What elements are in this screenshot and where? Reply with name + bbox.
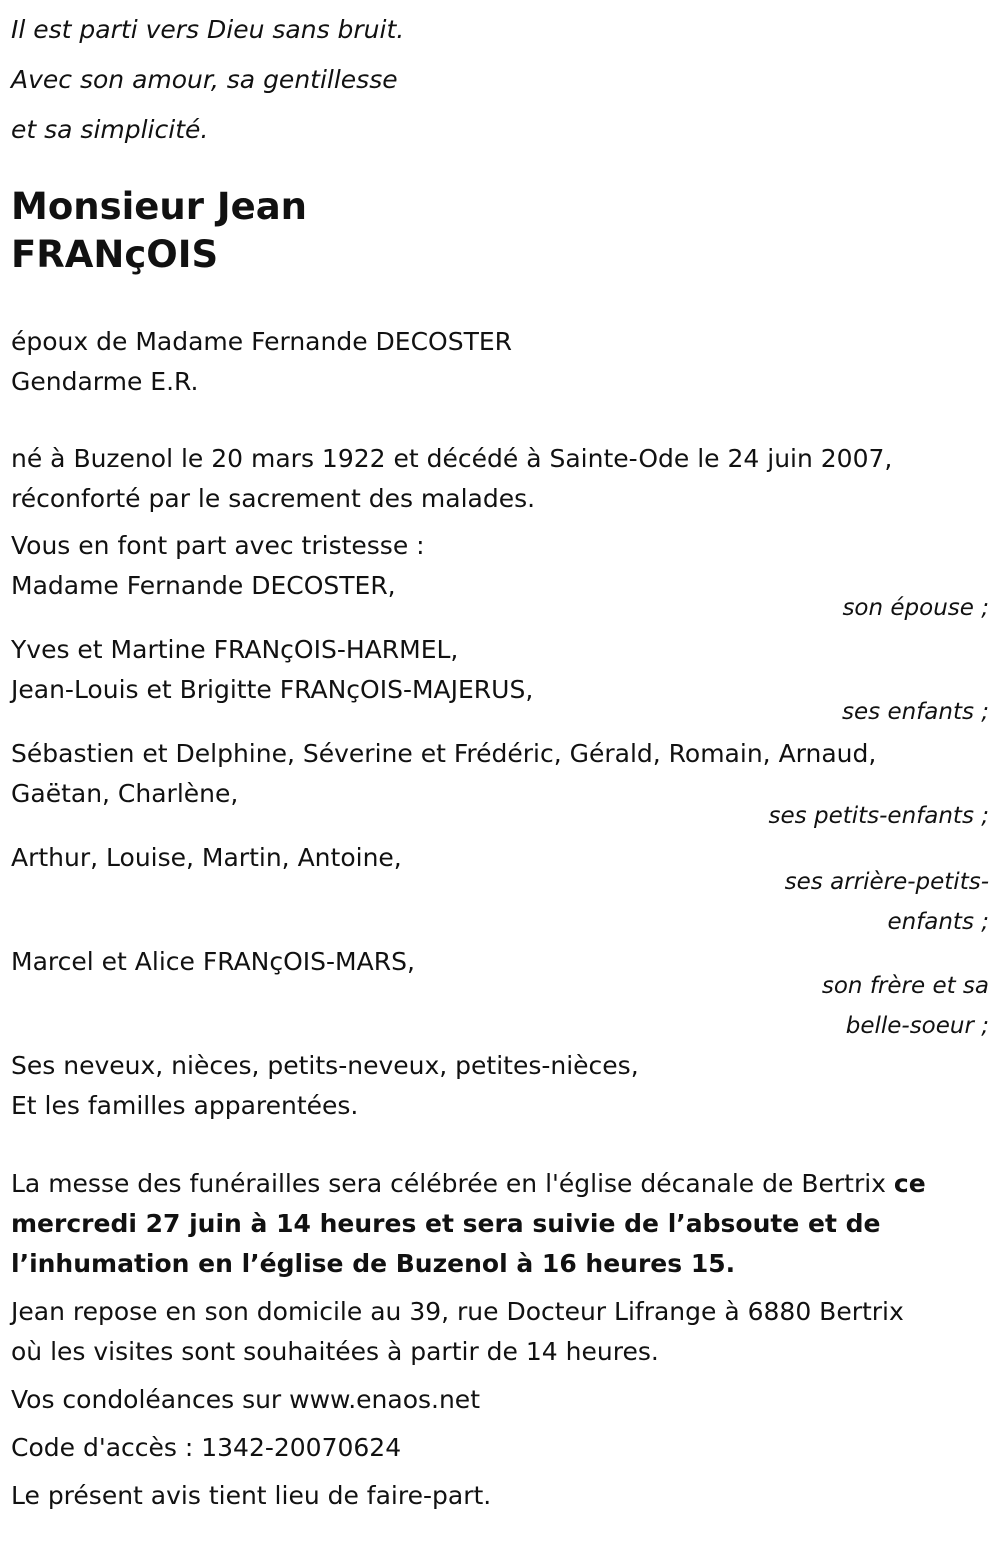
funeral-intro: La messe des funérailles sera célébrée en l'église décanale de Bertrix (11, 1169, 894, 1198)
spouse-section (11, 322, 990, 402)
family-name-line: Marcel et Alice FRANçOIS-MARS, (11, 947, 415, 976)
family-name-line: Gaëtan, Charlène, (11, 779, 239, 808)
profession: Gendarme E.R. (11, 367, 199, 396)
name-line-2: FRANçOIS (11, 233, 219, 276)
family-name-line: Et les familles apparentées. (11, 1091, 359, 1120)
relation-label: ses arrière-petits- (784, 869, 989, 895)
poem-line: et sa simplicité. (11, 115, 209, 144)
relation-label: son épouse ; (842, 595, 989, 621)
relation-label: ses petits-enfants ; (768, 803, 989, 829)
funeral-line-3: l’inhumation en l’église de Buzenol à 16 heures 15. (11, 1249, 736, 1278)
poem (11, 5, 990, 155)
family-great-grandchildren (11, 838, 990, 942)
spouse-line: époux de Madame Fernande DECOSTER (11, 327, 513, 356)
birth-death (11, 439, 990, 519)
family-children (11, 630, 990, 732)
name-line-1: Monsieur Jean (11, 185, 308, 228)
poem-line: Avec son amour, sa gentillesse (11, 65, 398, 94)
family-sibling (11, 942, 990, 1046)
family-name-line: Jean-Louis et Brigitte FRANçOIS-MAJERUS, (11, 675, 534, 704)
birth-death-line-2: réconforté par le sacrement des malades. (11, 484, 536, 513)
family-name-line: Madame Fernande DECOSTER, (11, 571, 396, 600)
family-name-line: Ses neveux, nièces, petits-neveux, petites-nièces, (11, 1051, 639, 1080)
family-name-line: Sébastien et Delphine, Séverine et Frédéric, Gérald, Romain, Arnaud, (11, 739, 877, 768)
repose-info (11, 1292, 990, 1372)
deceased-name (11, 183, 990, 279)
funeral-line-2: mercredi 27 juin à 14 heures et sera suivie de l’absoute et de (11, 1209, 881, 1238)
relation-label: enfants ; (887, 909, 989, 935)
family-name-line: Arthur, Louise, Martin, Antoine, (11, 843, 402, 872)
repose-line-1: Jean repose en son domicile au 39, rue Docteur Lifrange à 6880 Bertrix (11, 1297, 904, 1326)
announcement: Vous en font part avec tristesse : (11, 531, 425, 560)
family-name-line: Yves et Martine FRANçOIS-HARMEL, (11, 635, 459, 664)
access-code: Code d'accès : 1342-20070624 (11, 1433, 402, 1462)
condolences: Vos condoléances sur www.enaos.net (11, 1385, 480, 1414)
funeral-info (11, 1164, 990, 1284)
family-spouse (11, 566, 990, 628)
family-grandchildren (11, 734, 990, 836)
repose-line-2: où les visites sont souhaitées à partir de 14 heures. (11, 1337, 659, 1366)
poem-line: Il est parti vers Dieu sans bruit. (11, 15, 405, 44)
relation-label: ses enfants ; (842, 699, 989, 725)
relation-label: son frère et sa (821, 973, 989, 999)
notice: Le présent avis tient lieu de faire-part. (11, 1481, 492, 1510)
family-others (11, 1046, 990, 1126)
obituary-notice (0, 5, 1000, 1543)
relation-label: belle-soeur ; (845, 1013, 989, 1039)
birth-death-line-1: né à Buzenol le 20 mars 1922 et décédé à Sainte-Ode le 24 juin 2007, (11, 444, 893, 473)
funeral-line-1 (11, 1164, 990, 1204)
funeral-ce: ce (893, 1169, 926, 1198)
